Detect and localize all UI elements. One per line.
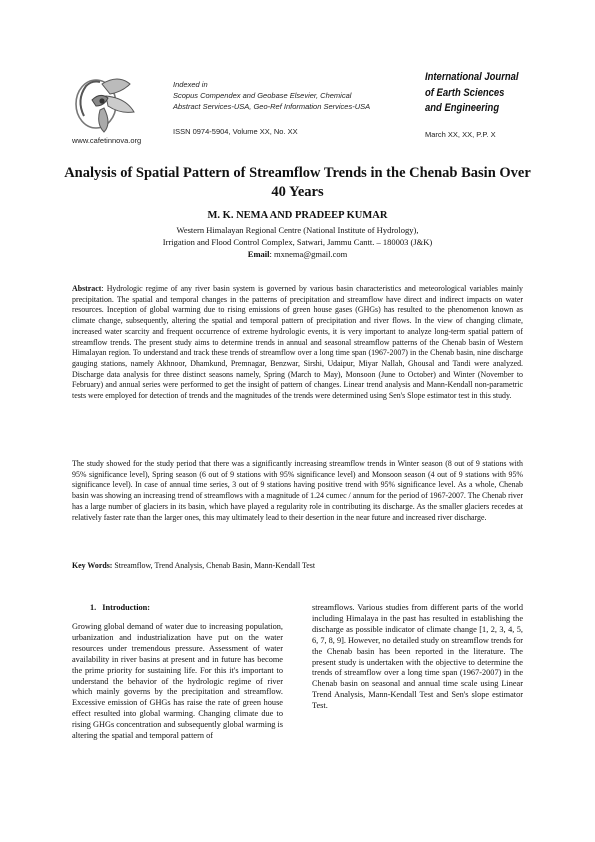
keywords-text: Streamflow, Trend Analysis, Chenab Basin, Mann-Kendall Test: [112, 561, 316, 570]
section-heading: [72, 603, 283, 612]
section-title: Introduction:: [102, 603, 151, 612]
keywords: [72, 561, 523, 572]
introduction-text-left: Growing global demand of water due to increasing population, urbanization and industrialization have put on the water resources under tremendous pressure. Assessment of water availability in river basins at present and in future has become the prime priority for sustaining life. For this it's important to understand the behavior of the hydrologic regime of river which mainly governs by the precipitation and streamflow. Excessive emission of GHGs has raise the rate of green house effect resulted into global warming. Changing climate due to rising GHGs concentration and subsequently global warming is altering the spatial and temporal pattern of: [72, 622, 283, 741]
email-label: Email: [247, 249, 270, 259]
issn-volume: ISSN 0974-5904, Volume XX, No. XX: [173, 127, 298, 136]
abstract-text: : Hydrologic regime of any river basin system is governed by various basin characteristics and meteorological variables mainly precipitation. The spatial and temporal changes in the patterns of precipitation and streamflow have direct and indirect impacts on water resources. Inception of global warming due to rising emissions of green house gases (GHGs) has resulted to the phenomenon known as climate change, subsequently, altering the spatial and temporal pattern of precipitation and river flows. In the view of changing climate, increased water scarcity and frequent occurrence of extreme hydrologic events, it is very important to analyze long-term spatial pattern of streamflow trends. The present study aims to determine trends in annual and seasonal streamflow patterns of the Chenab basin of Western Himalayan region. To understand and track these trends of streamflow over a long time span (1967-2007) in the Chenab basin, nine discharge gauging stations, namely Akhnoor, Dhamkund, Premnagar, Benzwar, Sirshi, Udaipur, Miyar Nallah, Ghousal and Tandi were analyzed. Discharge data analysis for three distinct seasons namely, Spring (March to May), Monsoon (June to October) and Winter (November to February) and annual series were performed to get the insight of pattern of changes. Linear trend analysis and Mann-Kendall non-parametric tests were employed for detection of trends and the magnitudes of the trends were determined using Sen's Slope estimator test in this study.: [72, 284, 523, 401]
journal-title-line: of Earth Sciences: [425, 86, 505, 99]
journal-logo: [66, 70, 140, 134]
journal-title-line: International Journal: [425, 71, 519, 83]
logo-url: www.cafetinnova.org: [72, 136, 142, 145]
introduction-text-right: streamflows. Various studies from different parts of the world including Himalaya in the past has resulted in establishing the discharge as possible indicator of climate change [1, 2, 3, 4, 5, 6, 7, 8, 9]. However, no detailed study on streamflow trends for the Chenab basin has been reported in the literature. The present study is undertaken with the objective to determine the trends of streamflow over a long time span (1967-2007) in the Chenab basin on seasonal and annual time scale using Linear Trend Analysis, Mann-Kendall Test and Sen's slope estimator Test.: [312, 603, 523, 711]
section-number: 1.: [90, 603, 97, 612]
journal-title: [425, 70, 519, 117]
abstract: [72, 284, 523, 402]
abstract-label: Abstract: [72, 284, 102, 293]
issue-date: March XX, XX, P.P. X: [425, 130, 496, 139]
paper-title: Analysis of Spatial Pattern of Streamflow Trends in the Chenab Basin Over 40 Years: [64, 165, 531, 200]
author-affiliation: [60, 225, 535, 248]
right-column: [312, 603, 523, 712]
results-paragraph: The study showed for the study period that there was a significantly increasing streamflow trends in Winter season (8 out of 9 stations with 95% significance level), Spring season (6 out of 9 stations with 95% significance level) and Monsoon season (4 out of 9 stations with 95% significance level). In case of annual time series, 3 out of 9 stations having positive trend with 95% significance level. As a whole, Chenab basin was showing an increasing trend of streamflows with a magnitude of 1.24 cumec / annum for the period of 1967-2007. The Chenab river has a large number of glaciers in its basin, which have played a regularity role in contributing its discharge. As the smaller glaciers recedes at relatively faster rate than the larger ones, this may ultimately lead to their desertion in the near future and increased river discharge.: [72, 459, 523, 522]
paper-authors: M. K. NEMA AND PRADEEP KUMAR: [207, 210, 388, 221]
left-column: [72, 603, 283, 742]
author-email: [60, 249, 535, 259]
email-address: : mxnema@gmail.com: [269, 249, 348, 259]
affiliation-line: Irrigation and Flood Control Complex, Satwari, Jammu Cantt. – 180003 (J&K): [162, 236, 433, 247]
journal-title-line: and Engineering: [425, 102, 500, 114]
indexing-line: Scopus Compendex and Geobase Elsevier, Chemical: [173, 91, 352, 100]
indexing-info: [173, 79, 370, 112]
affiliation-line: Western Himalayan Regional Centre (National Institute of Hydrology),: [176, 225, 419, 235]
keywords-label: Key Words:: [72, 561, 113, 570]
indexing-line: Abstract Services-USA, Geo-Ref Information Services-USA: [173, 102, 371, 111]
indexing-line: Indexed in: [173, 80, 208, 89]
